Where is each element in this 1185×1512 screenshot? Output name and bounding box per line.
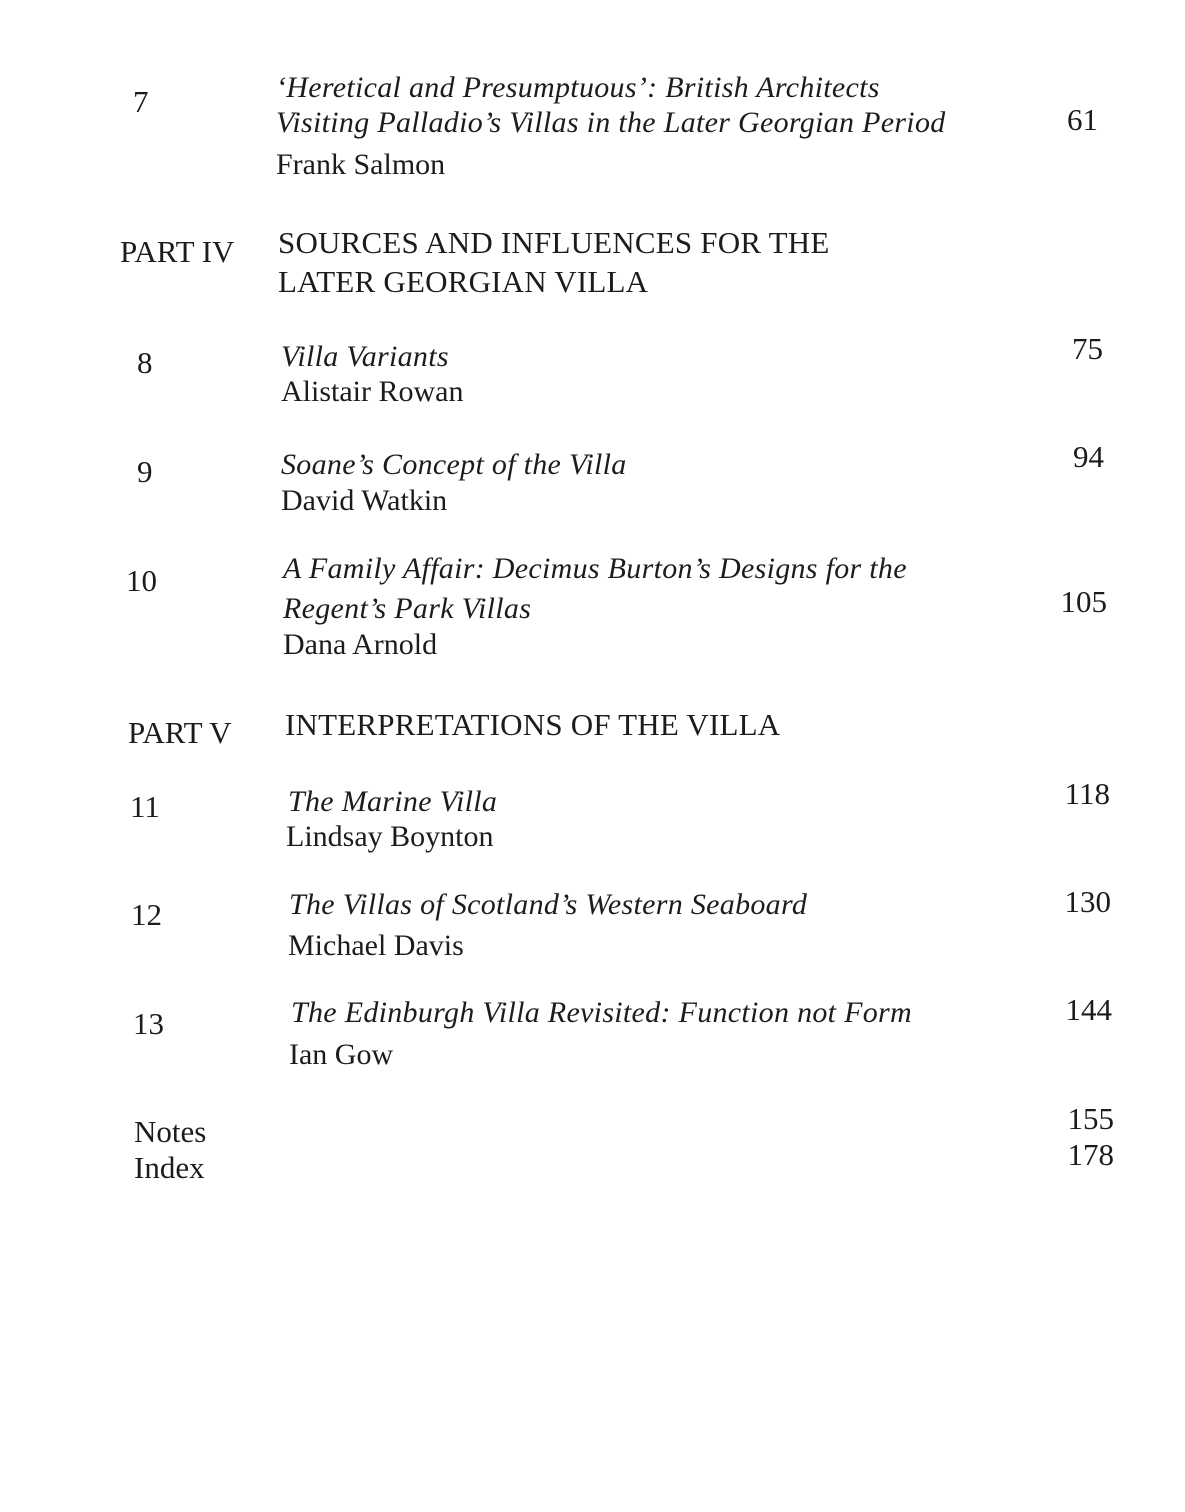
chapter-number: 12	[131, 897, 162, 932]
chapter-title-line: Visiting Palladio’s Villas in the Later Georgian Period	[276, 106, 946, 139]
part-title-line: SOURCES AND INFLUENCES FOR THE	[278, 225, 830, 260]
chapter-page-number: 61	[1067, 102, 1098, 137]
chapter-number: 8	[137, 345, 153, 380]
chapter-page-number: 118	[1064, 776, 1110, 811]
part-title-line: LATER GEORGIAN VILLA	[278, 264, 649, 299]
chapter-title: The Edinburgh Villa Revisited: Function not Form	[291, 996, 912, 1029]
chapter-title: Soane’s Concept of the Villa	[281, 448, 627, 481]
back-matter-label: Index	[134, 1150, 205, 1185]
chapter-author: Alistair Rowan	[281, 375, 464, 408]
chapter-page-number: 130	[1064, 884, 1111, 919]
back-matter-page-number: 178	[1067, 1137, 1114, 1172]
chapter-page-number: 105	[1060, 584, 1107, 619]
chapter-number: 11	[130, 789, 160, 824]
chapter-author: Dana Arnold	[283, 628, 438, 661]
chapter-title-line: ‘Heretical and Presumptuous’: British Architects	[276, 71, 880, 104]
chapter-number: 13	[133, 1006, 164, 1041]
chapter-number: 7	[133, 84, 149, 119]
chapter-title-line: A Family Affair: Decimus Burton’s Designs for the	[283, 552, 907, 585]
chapter-number: 9	[137, 454, 153, 489]
part-label: PART IV	[120, 234, 235, 269]
chapter-page-number: 75	[1072, 331, 1103, 366]
chapter-author: Ian Gow	[289, 1038, 394, 1071]
part-title: INTERPRETATIONS OF THE VILLA	[285, 707, 781, 742]
chapter-title: Villa Variants	[281, 340, 449, 373]
chapter-page-number: 144	[1065, 992, 1112, 1027]
chapter-author: Michael Davis	[288, 929, 464, 962]
chapter-title-line: Regent’s Park Villas	[283, 592, 532, 625]
chapter-author: Frank Salmon	[276, 148, 446, 181]
part-label: PART V	[128, 715, 232, 750]
chapter-number: 10	[126, 563, 157, 598]
chapter-page-number: 94	[1073, 439, 1104, 474]
chapter-title: The Villas of Scotland’s Western Seaboard	[289, 888, 808, 921]
chapter-title: The Marine Villa	[288, 785, 498, 818]
chapter-author: David Watkin	[281, 484, 448, 517]
chapter-author: Lindsay Boynton	[286, 820, 494, 853]
back-matter-label: Notes	[134, 1114, 207, 1149]
back-matter-page-number: 155	[1067, 1101, 1114, 1136]
